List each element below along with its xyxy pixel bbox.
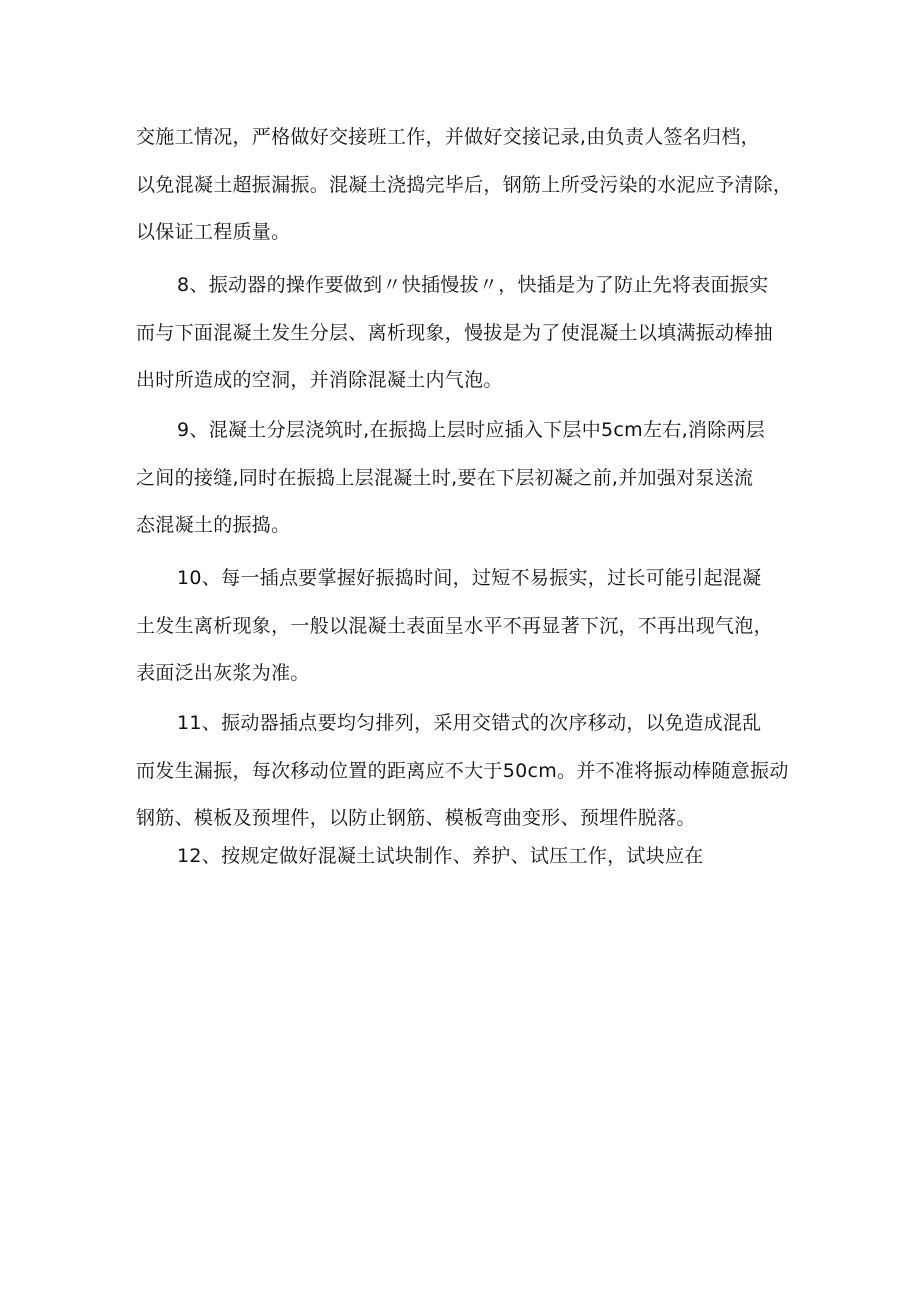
text-line: 钢筋、模板及预埋件，以防止钢筋、模板弯曲变形、预埋件脱落。 [136,807,696,829]
text-line: 以保证工程质量。 [136,221,291,243]
paragraph-11-line: 11、振动器插点要均匀排列，采用交错式的次序移动，以免造成混乱 [177,712,762,734]
text-line: 而与下面混凝土发生分层、离析现象，慢拔是为了使混凝土以填满振动棒抽 [136,322,773,344]
text-line: 出时所造成的空洞，并消除混凝土内气泡。 [136,369,503,391]
text-line: 以免混凝土超振漏振。混凝土浇捣完毕后，钢筋上所受污染的水泥应予清除， [136,174,793,196]
paragraph-9-line: 9、混凝土分层浇筑时,在振捣上层时应插入下层中5cm左右,消除两层 [177,419,766,441]
text-line: 而发生漏振，每次移动位置的距离应不大于50cm。并不准将振动棒随意振动 [136,760,789,782]
text-line: 态混凝土的振捣。 [136,514,291,536]
paragraph-10-line: 10、每一插点要掌握好振捣时间，过短不易振实，过长可能引起混凝 [177,567,762,589]
text-line: 土发生离析现象，一般以混凝土表面呈水平不再显著下沉，不再出现气泡， [136,615,773,637]
text-line: 表面泛出灰浆为准。 [136,662,310,684]
paragraph-8-line: 8、振动器的操作要做到〃快插慢拔〃，快插是为了防止先将表面振实 [177,274,769,296]
text-line: 之间的接缝,同时在振捣上层混凝土时,要在下层初凝之前,并加强对泵送流 [136,467,754,489]
paragraph-12-line: 12、按规定做好混凝土试块制作、养护、试压工作，试块应在 [177,845,704,867]
text-line: 交施工情况，严格做好交接班工作，并做好交接记录,由负责人签名归档， [136,126,760,148]
